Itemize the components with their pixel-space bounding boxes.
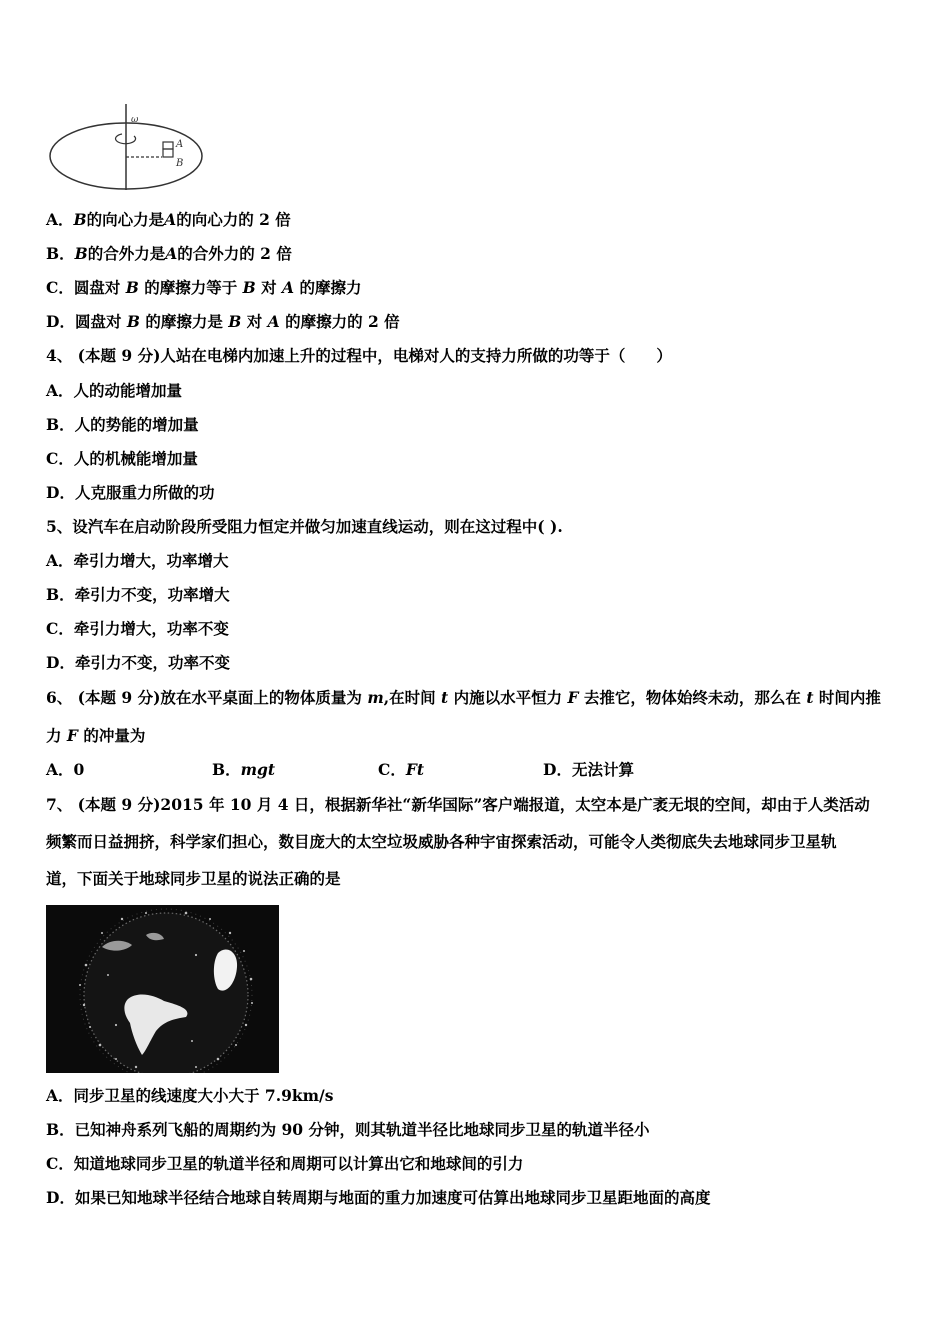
q7-option-c: C．知道地球同步卫星的轨道半径和周期可以计算出它和地球间的引力: [46, 1154, 524, 1173]
q5-option-c: C．牵引力增大，功率不变: [46, 619, 229, 638]
q5-option-b: B．牵引力不变，功率增大: [46, 585, 230, 604]
text: 去推它，物体始终未动，那么在: [578, 688, 807, 707]
q7-stem-line1: 7、 (本题 9 分)2015 年 10 月 4 日，根据新华社“新华国际”客户端报道，太空本是广袤无垠的空间，却由于人类活动: [46, 795, 870, 814]
omega-label: ω: [131, 115, 139, 125]
q6-option-b: [212, 760, 275, 780]
q6-option-c: [378, 760, 424, 780]
text: 对: [255, 278, 283, 297]
block-b: [163, 149, 173, 157]
q4-stem: 4、 (本题 9 分)人站在电梯内加速上升的过程中，电梯对人的支持力所做的功等于（ ）: [46, 346, 672, 365]
var-t: t: [806, 688, 814, 707]
var-f: F: [567, 688, 579, 707]
text: 的摩擦力是: [139, 312, 229, 331]
text: ,在时间: [383, 688, 442, 707]
var-t: t: [441, 688, 449, 707]
option-label: B．: [46, 244, 75, 263]
text: 的摩擦力等于: [138, 278, 243, 297]
q4-option-a: A．人的动能增加量: [46, 381, 183, 400]
q3-option-b: [46, 244, 292, 264]
text: 的摩擦力的 2 倍: [279, 312, 400, 331]
text: D．圆盘对: [46, 312, 127, 331]
q7-stem-line2: 频繁而日益拥挤，科学家们担心，数目庞大的太空垃圾威胁各种宇宙探索活动，可能令人类彻底失去地球同步卫星轨: [46, 832, 837, 851]
q5-stem: 5、设汽车在启动阶段所受阻力恒定并做匀加速直线运动，则在这过程中( ).: [46, 517, 563, 536]
block-a: [163, 142, 173, 149]
var-a: A: [267, 312, 280, 331]
var-b: B: [242, 278, 256, 297]
rotating-disc-figure: [46, 100, 211, 196]
option-label: C．: [378, 760, 406, 779]
q3-option-a: [46, 210, 291, 230]
text: 的向心力是: [86, 210, 165, 229]
q7-stem-line3: 道，下面关于地球同步卫星的说法正确的是: [46, 869, 341, 888]
label-a: A: [176, 139, 184, 150]
var-a: A: [164, 210, 177, 229]
text: 的合外力的 2 倍: [177, 244, 292, 263]
q6-option-a: A．0: [46, 760, 85, 779]
q6-stem-line1: [46, 688, 881, 708]
expr-mgt: mgt: [240, 760, 276, 779]
var-m: m: [367, 688, 384, 707]
earth-disc: [84, 913, 248, 1073]
earth-space-debris-image: [46, 905, 279, 1073]
var-f: F: [66, 726, 78, 745]
q4-option-d: D．人克服重力所做的功: [46, 483, 215, 502]
q6-stem-line2: [46, 726, 145, 746]
text: 力: [46, 726, 67, 745]
q6-option-d: D．无法计算: [543, 760, 634, 779]
q4-option-c: C．人的机械能增加量: [46, 449, 198, 468]
text: 的向心力的 2 倍: [176, 210, 291, 229]
q4-option-b: B．人的势能的增加量: [46, 415, 199, 434]
q7-option-b: B．已知神舟系列飞船的周期约为 90 分钟，则其轨道半径比地球同步卫星的轨道半径小: [46, 1120, 650, 1139]
var-b: B: [74, 244, 88, 263]
text: 时间内推: [813, 688, 881, 707]
text: 对: [241, 312, 268, 331]
text: C．圆盘对: [46, 278, 126, 297]
text: 的摩擦力: [294, 278, 362, 297]
var-b: B: [228, 312, 242, 331]
q3-option-d: [46, 312, 400, 332]
option-label: A．: [46, 210, 74, 229]
expr-ft: Ft: [405, 760, 425, 779]
q7-option-d: D．如果已知地球半径结合地球自转周期与地面的重力加速度可估算出地球同步卫星距地面的高度: [46, 1188, 711, 1207]
option-label: B．: [212, 760, 241, 779]
text: 内施以水平恒力: [448, 688, 568, 707]
q7-option-a: A．同步卫星的线速度大小大于 7.9km/s: [46, 1086, 334, 1105]
var-b: B: [73, 210, 87, 229]
q3-option-c: [46, 278, 361, 298]
text: 6、 (本题 9 分)放在水平桌面上的物体质量为: [46, 688, 368, 707]
q5-option-d: D．牵引力不变，功率不变: [46, 653, 230, 672]
text: 的冲量为: [77, 726, 146, 745]
label-b: B: [176, 158, 184, 169]
var-a: A: [165, 244, 178, 263]
var-a: A: [282, 278, 295, 297]
text: 的合外力是: [87, 244, 166, 263]
var-b: B: [125, 278, 139, 297]
q5-option-a: A．牵引力增大，功率增大: [46, 551, 229, 570]
var-b: B: [126, 312, 140, 331]
